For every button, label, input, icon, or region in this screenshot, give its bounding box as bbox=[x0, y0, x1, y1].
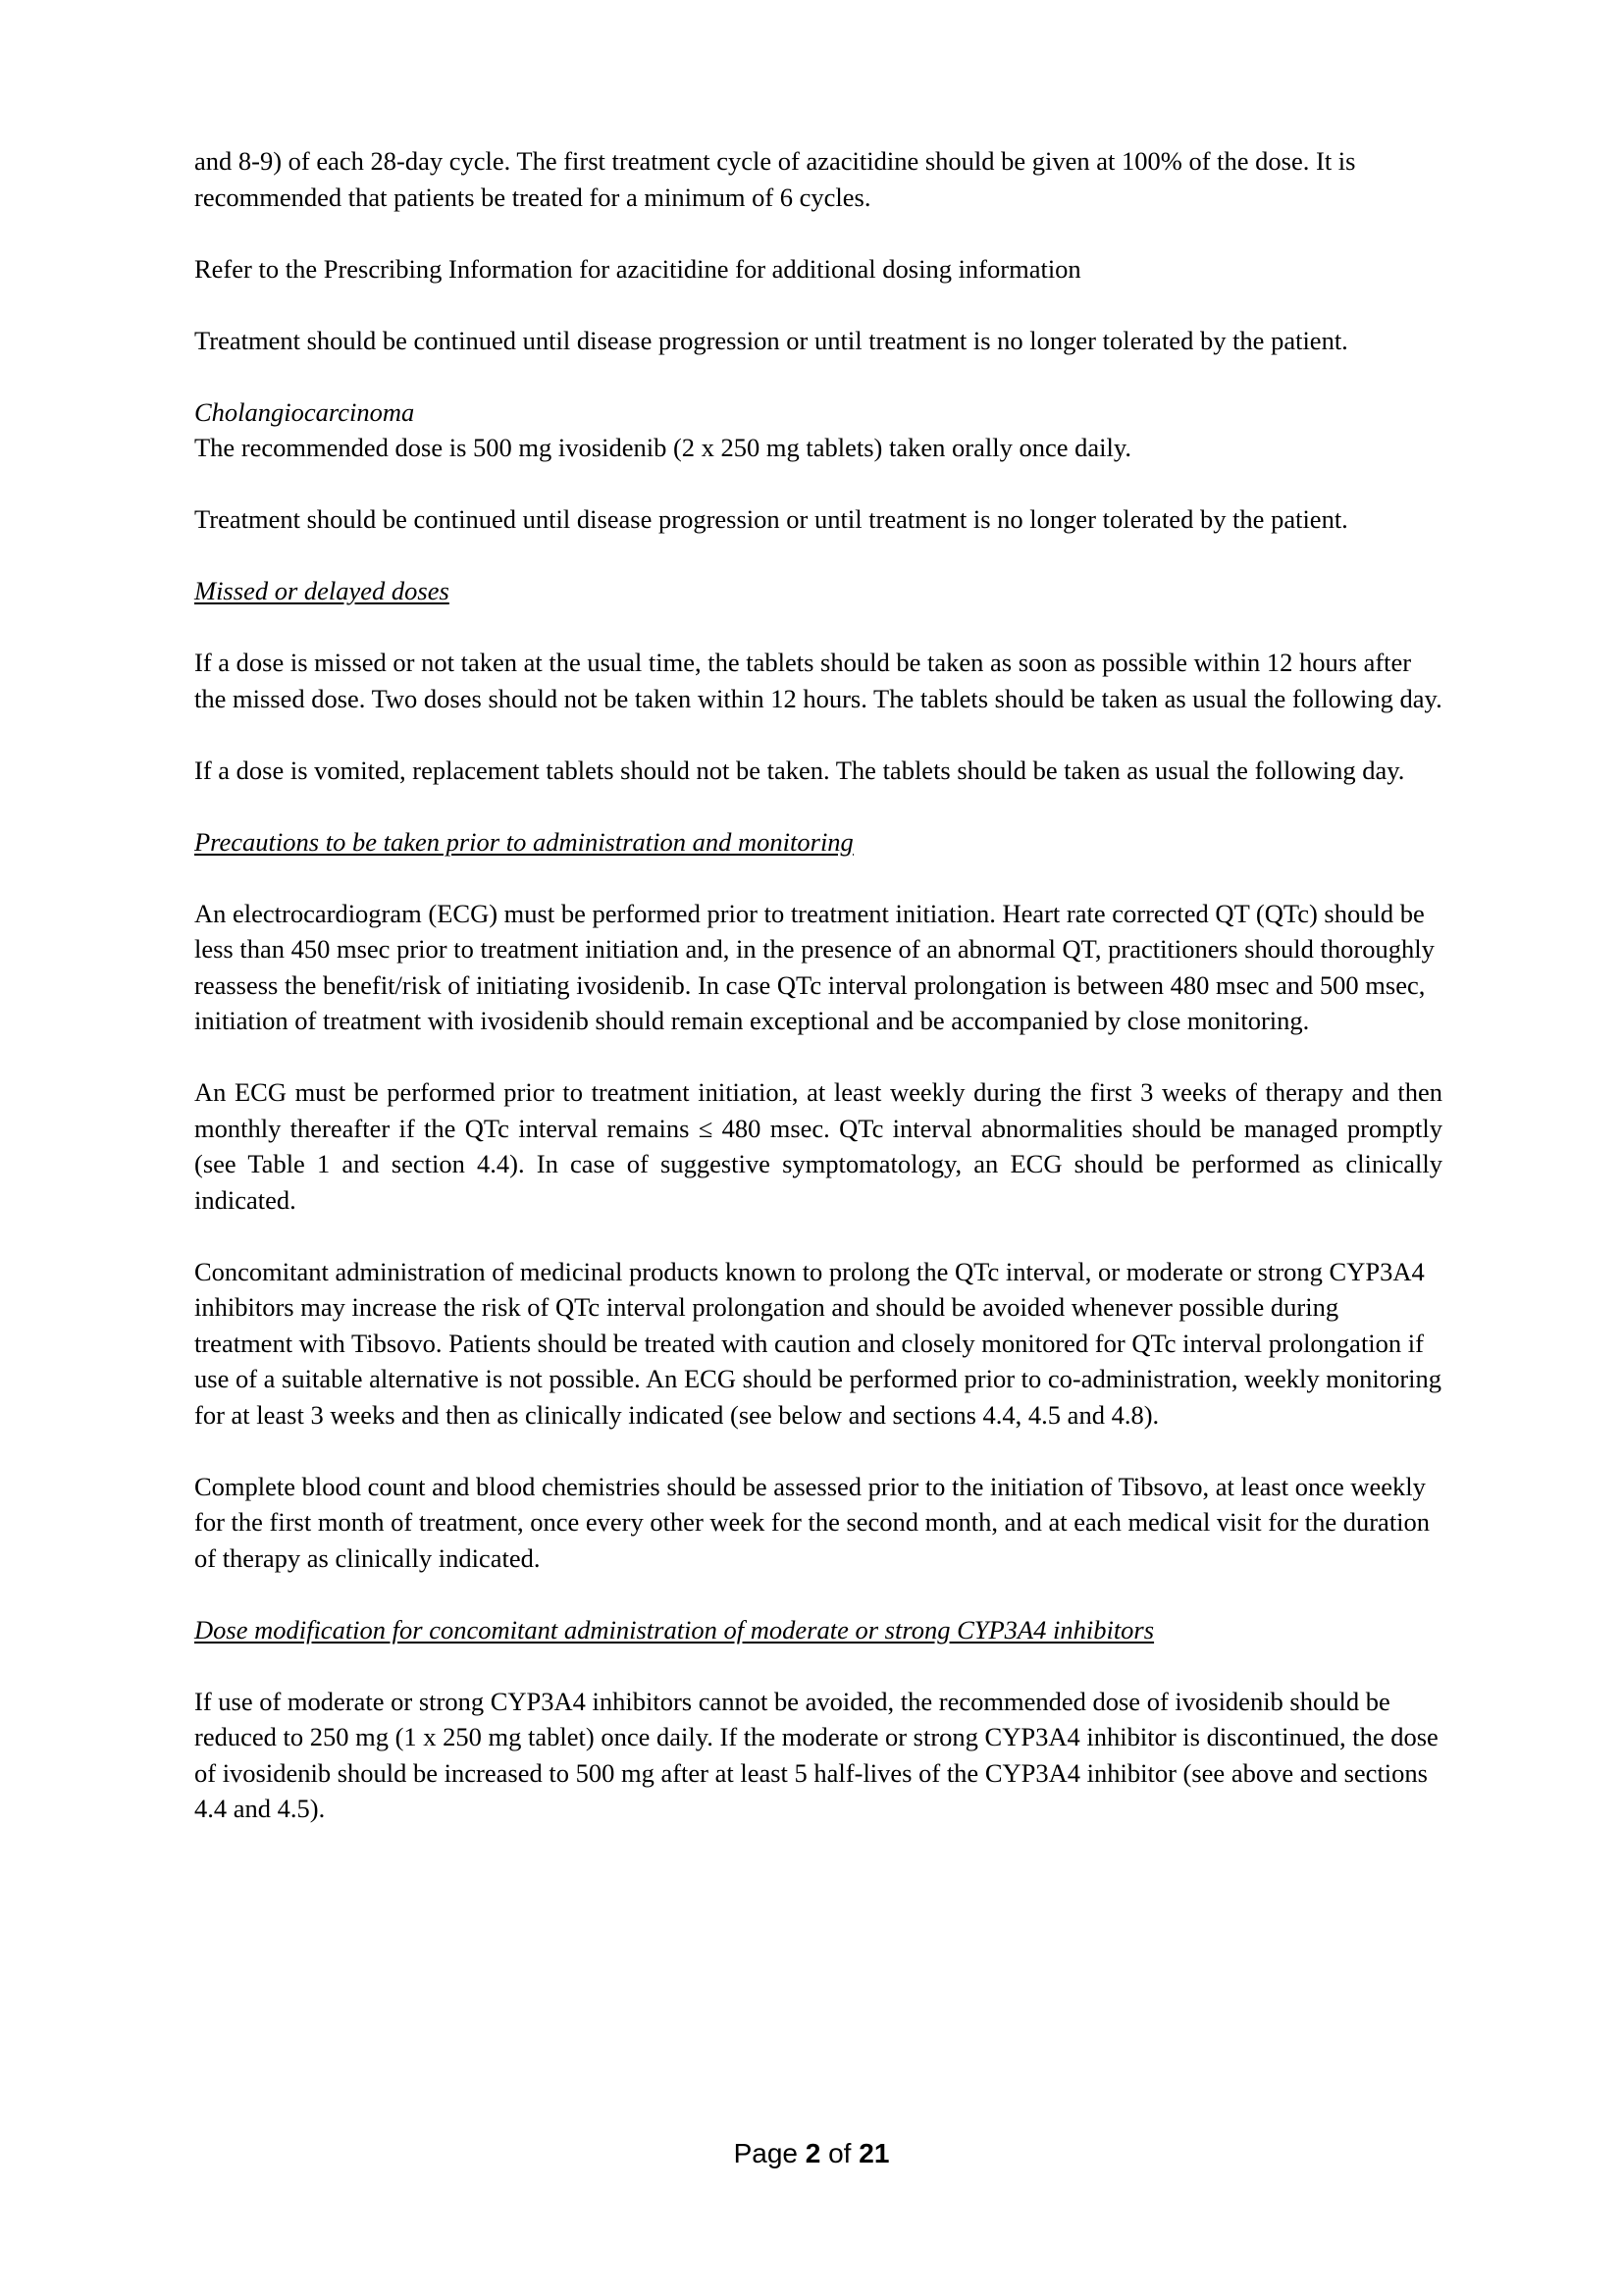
heading-dose-modification: Dose modification for concomitant administration of moderate or strong CYP3A4 inhibitors bbox=[194, 1614, 1155, 1644]
paragraph-ecg-monitoring: An ECG must be performed prior to treatment initiation, at least weekly during the first 3 weeks of therapy and then monthly thereafter if the QTc interval remains ≤ 480 msec. QTc interval abnormalities should be managed promptly (see Table 1 and section 4.4). In case of suggestive symptomatology, an ECG should be performed as clinically indicated. bbox=[194, 1077, 1442, 1215]
heading-cholangiocarcinoma: Cholangiocarcinoma bbox=[194, 396, 415, 427]
heading-precautions: Precautions to be taken prior to administration and monitoring bbox=[194, 826, 854, 857]
page-label: Page bbox=[733, 2138, 806, 2168]
paragraph-cyp3a4-inhibitors: If use of moderate or strong CYP3A4 inhibitors cannot be avoided, the recommended dose of ivosidenib should be reduced to 250 mg (1 x 250 mg tablet) once daily. If the moderate or strong CYP3A4 inhibitor is discontinued, the dose of ivosidenib should be increased to 500 mg after at least 5 half-lives of the CYP3A4 inhibitor (see above and sections 4.4 and 4.5). bbox=[194, 1686, 1439, 1823]
paragraph-refer-prescribing: Refer to the Prescribing Information for azacitidine for additional dosing information bbox=[194, 253, 1081, 284]
page-current-number: 2 bbox=[805, 2138, 821, 2168]
paragraph-blood-count: Complete blood count and blood chemistries should be assessed prior to the initiation of Tibsovo, at least once weekly for the first month of treatment, once every other week for the second month, and at each medical visit for the duration of therapy as clinically indicated. bbox=[194, 1471, 1431, 1573]
paragraph-azacitidine-cycle: and 8-9) of each 28-day cycle. The first treatment cycle of azacitidine should be given at 100% of the dose. It is recommended that patients be treated for a minimum of 6 cycles. bbox=[194, 146, 1356, 212]
page-total-number: 21 bbox=[859, 2138, 890, 2168]
heading-missed-doses: Missed or delayed doses bbox=[194, 576, 449, 605]
paragraph-treatment-continued-2: Treatment should be continued until disease progression or until treatment is no longer tolerated by the patient. bbox=[194, 504, 1348, 534]
paragraph-treatment-continued-1: Treatment should be continued until disease progression or until treatment is no longer tolerated by the patient. bbox=[194, 325, 1348, 355]
page-body bbox=[194, 143, 1442, 1862]
paragraph-recommended-dose: The recommended dose is 500 mg ivosidenib (2 x 250 mg tablets) taken orally once daily. bbox=[194, 433, 1131, 462]
paragraph-ecg-initiation: An electrocardiogram (ECG) must be performed prior to treatment initiation. Heart rate corrected QT (QTc) should be less than 450 msec prior to treatment initiation and, in the presence of an abnormal QT, practitioners should thoroughly reassess the benefit/risk of initiating ivosidenib. In case QTc interval prolongation is between 480 msec and 500 msec, initiation of treatment with ivosidenib should remain exceptional and be accompanied by close monitoring. bbox=[194, 898, 1435, 1035]
paragraph-concomitant-administration: Concomitant administration of medicinal products known to prolong the QTc interval, or moderate or strong CYP3A4 inhibitors may increase the risk of QTc interval prolongation and should be avoided whenever possible during treatment with Tibsovo. Patients should be treated with caution and closely monitored for QTc interval prolongation if use of a suitable alternative is not possible. An ECG should be performed prior to co-administration, weekly monitoring for at least 3 weeks and then as clinically indicated (see below and sections 4.4, 4.5 and 4.8). bbox=[194, 1256, 1442, 1430]
paragraph-dose-vomited: If a dose is vomited, replacement tablets should not be taken. The tablets should be taken as usual the following day. bbox=[194, 755, 1405, 785]
paragraph-dose-missed: If a dose is missed or not taken at the usual time, the tablets should be taken as soon as possible within 12 hours after the missed dose. Two doses should not be taken within 12 hours. The tablets should be taken as usual the following day. bbox=[194, 648, 1442, 713]
page-of-label: of bbox=[820, 2138, 860, 2168]
page-footer bbox=[0, 2136, 1623, 2171]
